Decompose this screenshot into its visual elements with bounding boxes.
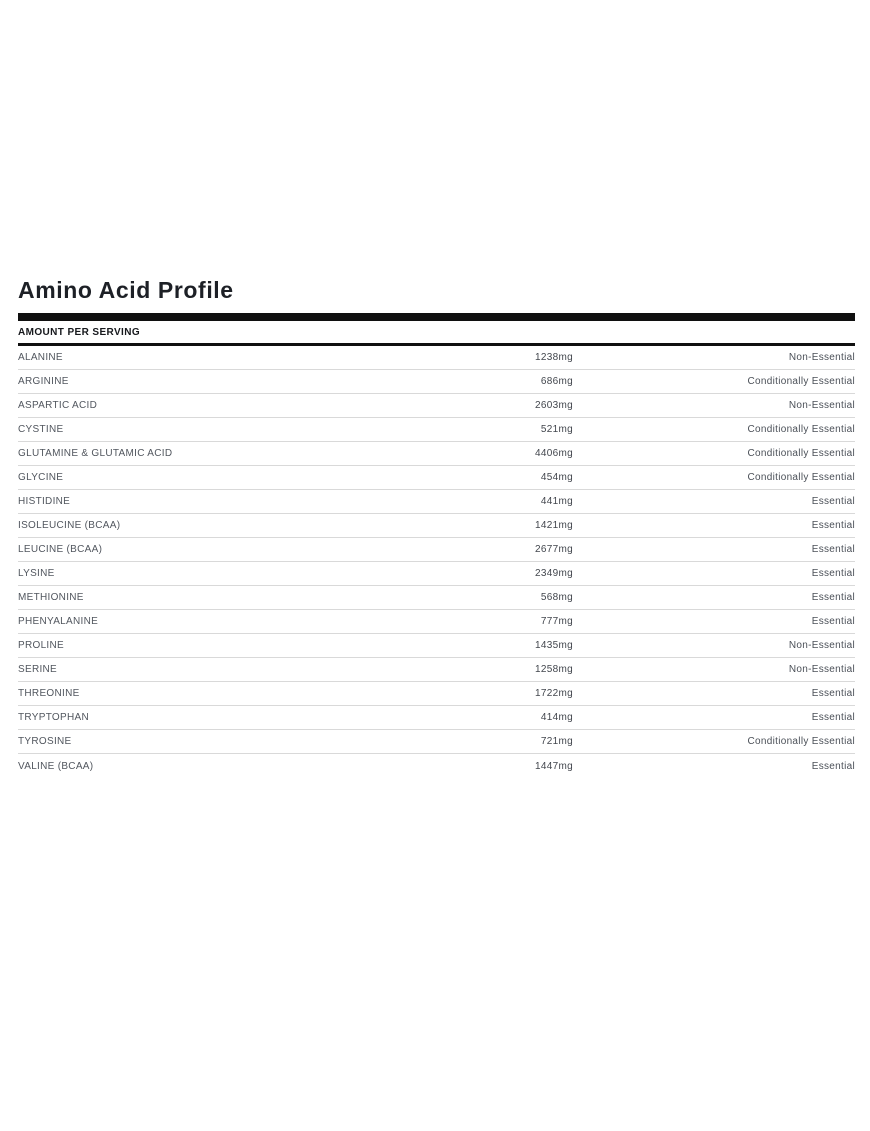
amino-acid-classification: Conditionally Essential bbox=[747, 424, 855, 435]
table-row bbox=[18, 658, 855, 682]
amino-acid-amount: 1722mg bbox=[535, 688, 573, 699]
amino-acid-amount: 521mg bbox=[540, 424, 573, 435]
table-header-amount-per-serving: AMOUNT PER SERVING bbox=[18, 321, 855, 346]
amino-acid-amount: 1258mg bbox=[535, 664, 573, 675]
amino-acid-classification: Conditionally Essential bbox=[747, 472, 855, 483]
table-row bbox=[18, 706, 855, 730]
amino-acid-classification: Essential bbox=[811, 760, 855, 772]
amino-acid-name: LYSINE bbox=[18, 568, 55, 579]
table-row bbox=[18, 562, 855, 586]
amino-acid-classification: Essential bbox=[811, 520, 855, 531]
amino-acid-classification: Conditionally Essential bbox=[747, 448, 855, 459]
table-row bbox=[18, 610, 855, 634]
table-row bbox=[18, 490, 855, 514]
amino-acid-amount: 414mg bbox=[540, 712, 573, 723]
amino-acid-amount: 721mg bbox=[540, 736, 573, 747]
amino-acid-classification: Essential bbox=[811, 496, 855, 507]
table-row bbox=[18, 442, 855, 466]
amino-acid-name: TYROSINE bbox=[18, 736, 72, 747]
amino-acid-name: HISTIDINE bbox=[18, 496, 71, 507]
amino-acid-name: THREONINE bbox=[18, 688, 80, 699]
amino-acid-classification: Essential bbox=[811, 592, 855, 603]
amino-acid-amount: 777mg bbox=[540, 616, 573, 627]
table-row bbox=[18, 346, 855, 370]
amino-acid-table bbox=[18, 346, 855, 778]
amino-acid-classification: Non-Essential bbox=[788, 640, 855, 651]
table-row bbox=[18, 418, 855, 442]
amino-acid-name: SERINE bbox=[18, 664, 58, 675]
amino-acid-name: LEUCINE (BCAA) bbox=[18, 544, 103, 555]
amino-acid-classification: Essential bbox=[811, 544, 855, 555]
amino-acid-name: ARGININE bbox=[18, 376, 69, 387]
amino-acid-classification: Non-Essential bbox=[788, 664, 855, 675]
table-row bbox=[18, 682, 855, 706]
amino-acid-name: ISOLEUCINE (BCAA) bbox=[18, 520, 121, 531]
amino-acid-amount: 454mg bbox=[540, 472, 573, 483]
table-row bbox=[18, 634, 855, 658]
amino-acid-amount: 2349mg bbox=[535, 568, 573, 579]
amino-acid-amount: 2603mg bbox=[535, 400, 573, 411]
amino-acid-amount: 1421mg bbox=[535, 520, 573, 531]
amino-acid-amount: 2677mg bbox=[535, 544, 573, 555]
amino-acid-classification: Non-Essential bbox=[788, 400, 855, 411]
amino-acid-amount: 4406mg bbox=[535, 448, 573, 459]
table-row bbox=[18, 538, 855, 562]
table-row bbox=[18, 394, 855, 418]
amino-acid-classification: Essential bbox=[811, 688, 855, 699]
table-row bbox=[18, 730, 855, 754]
table-row bbox=[18, 466, 855, 490]
amino-acid-amount: 1435mg bbox=[535, 640, 573, 651]
amino-acid-name: GLUTAMINE & GLUTAMIC ACID bbox=[18, 448, 173, 459]
amino-acid-classification: Conditionally Essential bbox=[747, 376, 855, 387]
section-title: Amino Acid Profile bbox=[18, 277, 234, 303]
amino-acid-amount: 1447mg bbox=[535, 760, 573, 772]
amino-acid-classification: Non-Essential bbox=[788, 352, 855, 363]
amino-acid-classification: Conditionally Essential bbox=[747, 736, 855, 747]
amino-acid-name: METHIONINE bbox=[18, 592, 84, 603]
amino-acid-amount: 1238mg bbox=[535, 352, 573, 363]
amino-acid-name: ASPARTIC ACID bbox=[18, 400, 98, 411]
amino-acid-name: PROLINE bbox=[18, 640, 65, 651]
amino-acid-amount: 441mg bbox=[540, 496, 573, 507]
table-row bbox=[18, 586, 855, 610]
amino-acid-classification: Essential bbox=[811, 712, 855, 723]
amino-acid-name: TRYPTOPHAN bbox=[18, 712, 89, 723]
amino-acid-name: ALANINE bbox=[18, 352, 63, 363]
table-row bbox=[18, 514, 855, 538]
amino-acid-name: VALINE (BCAA) bbox=[18, 760, 94, 772]
table-row bbox=[18, 754, 855, 778]
amino-acid-name: GLYCINE bbox=[18, 472, 64, 483]
amino-acid-classification: Essential bbox=[811, 568, 855, 579]
amino-acid-amount: 686mg bbox=[540, 376, 573, 387]
table-row bbox=[18, 370, 855, 394]
amino-acid-amount: 568mg bbox=[540, 592, 573, 603]
amino-acid-name: PHENYALANINE bbox=[18, 616, 99, 627]
title-divider-bar bbox=[18, 313, 855, 321]
amino-acid-classification: Essential bbox=[811, 616, 855, 627]
amino-acid-name: CYSTINE bbox=[18, 424, 64, 435]
